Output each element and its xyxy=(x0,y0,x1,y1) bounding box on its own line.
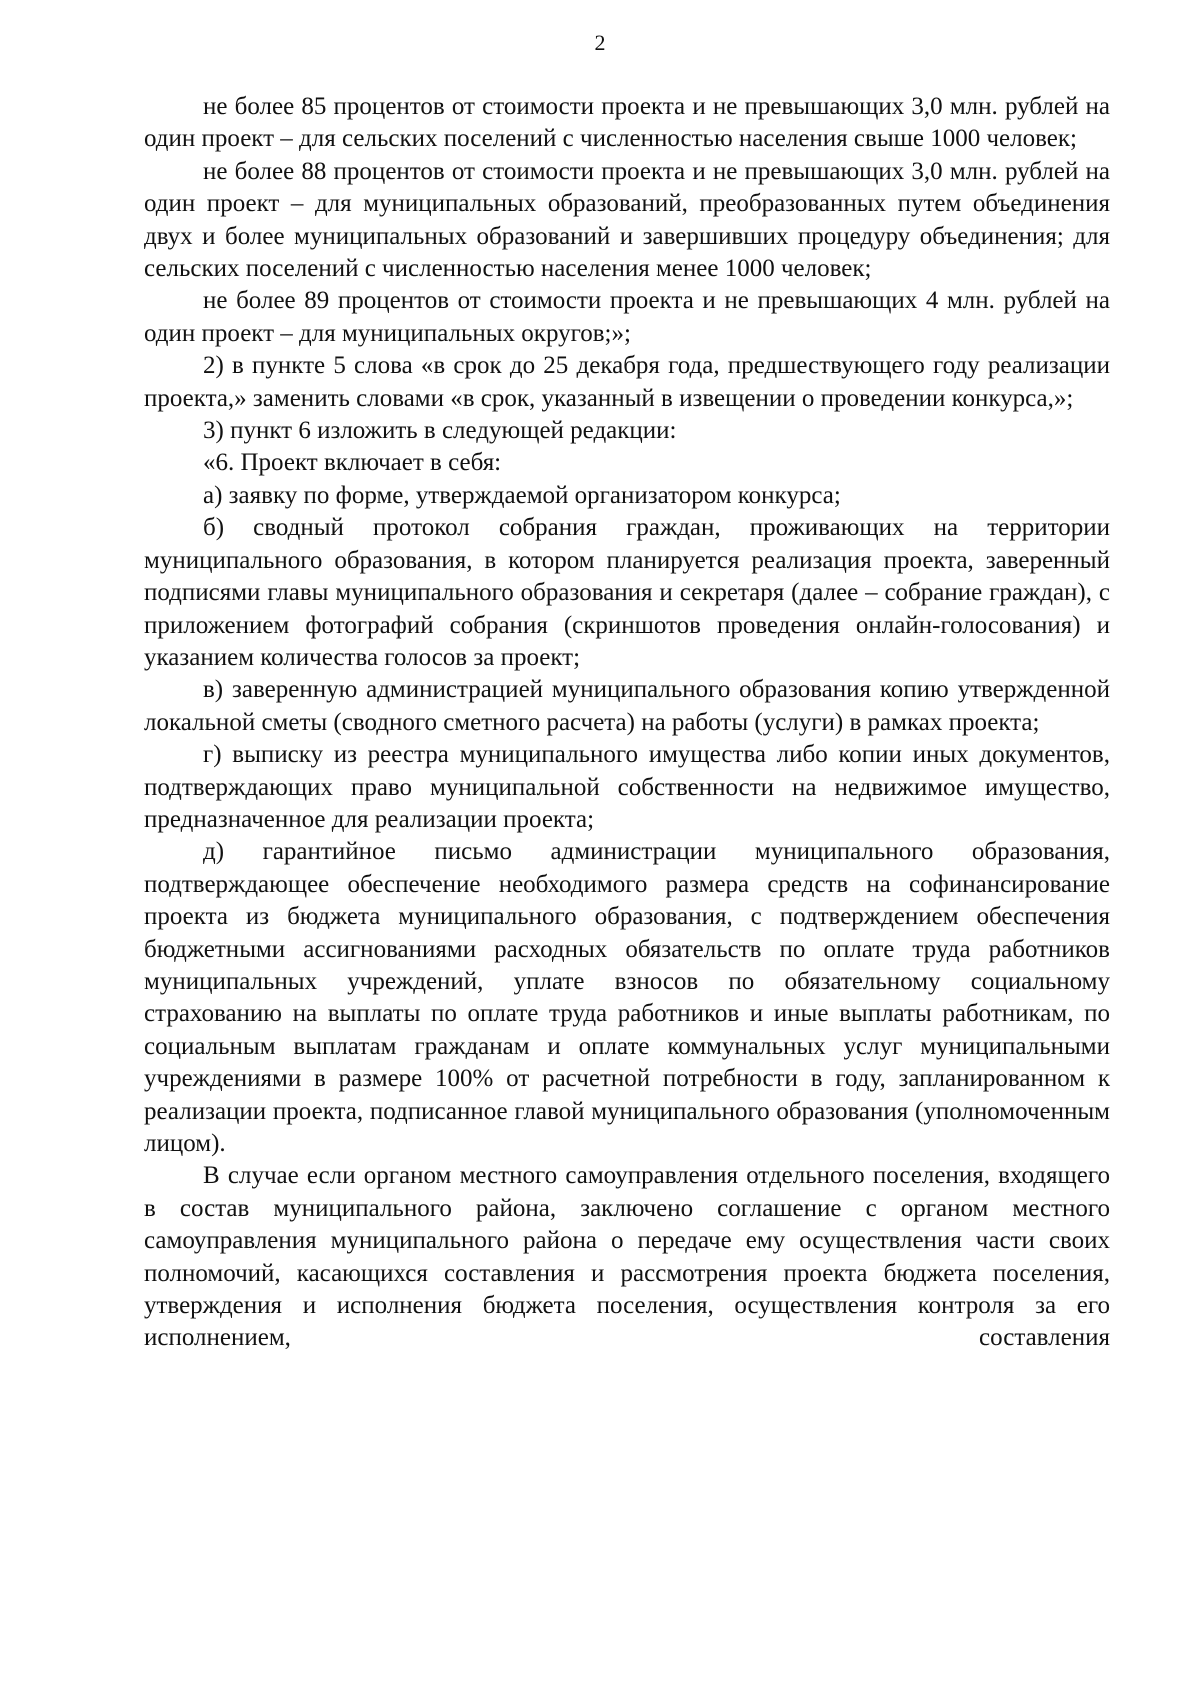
paragraph: не более 89 процентов от стоимости проекта и не превышающих 4 млн. рублей на один проект – для муниципальных округов;»; xyxy=(144,287,1110,347)
paragraph: 3) пункт 6 изложить в следующей редакции: xyxy=(203,417,677,445)
paragraph: не более 88 процентов от стоимости проекта и не превышающих 3,0 млн. рублей на один проект – для муниципальных образований, преобразованных путем объединения двух и более муниципальных образований и завершивших процедуру объединения; для сельских поселений с численностью населения менее 1000 человек; xyxy=(144,157,1110,283)
paragraph: б) сводный протокол собрания граждан, проживающих на территории муниципального образования, в котором планируется реализация проекта, заверенный подписями главы муниципального образования и секретаря (далее – собрание граждан), с приложением фотографий собрания (скриншотов проведения онлайн-голосования) и указанием количества голосов за проект; xyxy=(144,514,1110,671)
paragraph-continued: В случае если органом местного самоуправления отдельного поселения, входящего в состав муниципального района, заключено соглашение с органом местного самоуправления муниципального района о передаче ему осуществления части своих полномочий, касающихся составления и рассмотрения проекта бюджета поселения, утверждения и исполнения бюджета поселения, осуществления контроля за его исполнением, составления xyxy=(144,1162,1110,1352)
paragraph: в) заверенную администрацией муниципального образования копию утвержденной локальной сметы (сводного сметного расчета) на работы (услуги) в рамках проекта; xyxy=(144,676,1110,736)
paragraph: не более 85 процентов от стоимости проекта и не превышающих 3,0 млн. рублей на один проект – для сельских поселений с численностью населения свыше 1000 человек; xyxy=(144,93,1110,153)
paragraph: а) заявку по форме, утверждаемой организатором конкурса; xyxy=(203,481,841,509)
paragraph: г) выписку из реестра муниципального имущества либо копии иных документов, подтверждающих право муниципальной собственности на недвижимое имущество, предназначенное для реализации проекта; xyxy=(144,741,1110,833)
paragraph: «6. Проект включает в себя: xyxy=(203,449,502,477)
paragraph: д) гарантийное письмо администрации муниципального образования, подтверждающее обеспечение необходимого размера средств на софинансирование проекта из бюджета муниципального образования, с подтверждением обеспечения бюджетными ассигнованиями расходных обязательств по оплате труда работников муниципальных учреждений, уплате взносов по обязательному социальному страхованию на выплаты по оплате труда работников и иные выплаты работникам, по социальным выплатам гражданам и оплате коммунальных услуг муниципальными учреждениями в размере 100% от расчетной потребности в году, запланированном к реализации проекта, подписанное главой муниципального образования (уполномоченным лицом). xyxy=(144,838,1110,1157)
document-body xyxy=(144,91,1110,1355)
page-number: 2 xyxy=(594,30,606,55)
paragraph: 2) в пункте 5 слова «в срок до 25 декабря года, предшествующего году реализации проекта,» заменить словами «в срок, указанный в извещении о проведении конкурса,»; xyxy=(144,352,1110,412)
